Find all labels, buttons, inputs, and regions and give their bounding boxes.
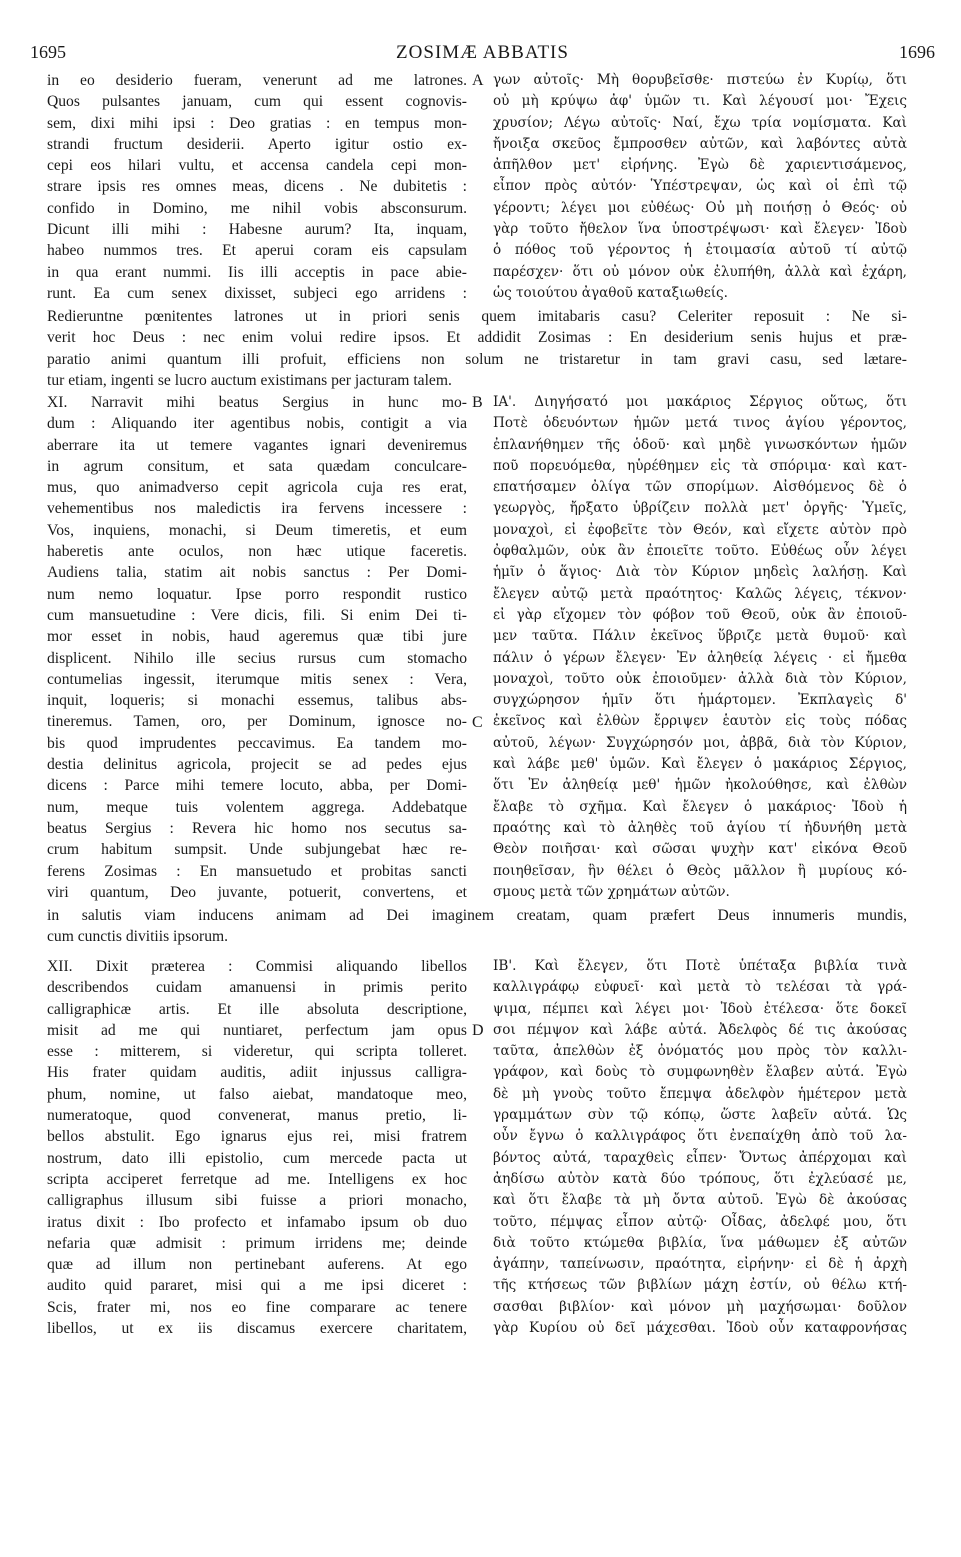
text-line: Quos pulsantes januam, cum qui essent cognovis- bbox=[47, 93, 467, 111]
text-line: paratio animi quantum illi profuit, efficiens non solum ne tristaretur in tam gravi casu, sed lætare- bbox=[47, 350, 907, 368]
text-line: in qua erant nummi. Iis illi acceptis in pace abie- bbox=[47, 263, 467, 281]
text-line: ἀπῆλθον μετ' εἰρήνης. Ἐγὼ δὲ χαριεντισάμενος, bbox=[493, 157, 907, 174]
text-line: sem, dixi mihi ipsi : Deo gratias : en tempus mon- bbox=[47, 114, 467, 132]
text-line: γὰρ τοῦτο ἤθελον ἵνα ὑποστρέψωσι· καὶ ἔλεγεν· Ἰδοὺ bbox=[493, 221, 907, 238]
running-title: ZOSIMÆ ABBATIS bbox=[396, 42, 569, 63]
text-line: σμους μετὰ τῶν χρημάτων αὐτῶν. bbox=[493, 883, 730, 900]
text-line: Audiens talia, statim ait nobis sanctus : Per Domi- bbox=[47, 564, 467, 582]
text-line: viri quantum, Deo juvante, potuerit, convertens, et bbox=[47, 883, 467, 901]
margin-marker-c: C bbox=[472, 714, 483, 731]
text-line: γων αὐτοῖς· Μὴ θορυβεῖσθε· πιστεύω ἐν Κυρίῳ, ὅτι bbox=[493, 72, 907, 88]
text-line: γὰρ Κυρίου οὐ δεῖ μάχεσθαι. Ἰδοὺ οὖν καταφρονήσας bbox=[493, 1320, 907, 1337]
text-line: ἔλεγεν αὐτῷ μετὰ πραότητος· Καλῶς λέγεις, τέκνον· bbox=[493, 585, 907, 602]
text-line: cepi eos hilari vultu, et accensa candela cepi mon- bbox=[47, 157, 467, 175]
text-line: verit hoc Deus : nec enim volui redire ipsos. Et addidit Zosimas : En desiderium senis hujus et præ- bbox=[47, 329, 907, 347]
greek-column-block-1 bbox=[493, 70, 907, 304]
text-line: aberrare ita ut temere vagantes ignari deveniremus bbox=[47, 436, 467, 454]
text-line: bellos abstulit. Ego ignarus ejus rei, misi fratrem bbox=[47, 1128, 467, 1146]
text-line: iratus dixit : Ibo profecto et infamabo ipsum ob duo bbox=[47, 1213, 467, 1231]
text-line: Scis, frater mi, nos eo fine comparare ac tenere bbox=[47, 1298, 467, 1316]
text-line: mor esset in nobis, haud ageremus quæ tibi jure bbox=[47, 628, 467, 646]
margin-marker-d: D bbox=[472, 1022, 484, 1039]
greek-column-block-2 bbox=[493, 392, 907, 903]
text-line: dum : Aliquando iter agentibus nobis, contigit a via bbox=[47, 415, 467, 433]
text-line: Dicunt illi mihi : Habesne aurum? Ita, inquam, bbox=[47, 221, 467, 239]
text-line: ὅτι Ἐν ἀληθείᾳ μεθ' ἡμῶν ἠκολούθησε, καὶ ἐλθὼν bbox=[493, 777, 907, 794]
text-line: ΙΒ'. Καὶ ἔλεγεν, ὅτι Ποτὲ ὑπέταξα βιβλία τινὰ bbox=[493, 958, 907, 974]
running-header bbox=[30, 42, 935, 68]
text-line: ὀφθαλμῶν, οὐκ ἂν ἐποιεῖτε τοῦτο. Εὐθέως οὖν λέγει bbox=[493, 543, 907, 560]
text-line: quæ ad illum non pertinebant auferens. At ego bbox=[47, 1256, 467, 1274]
text-line: His frater quidam auditis, adiit injussus calligra- bbox=[47, 1064, 467, 1082]
text-line: ἐπλανήθημεν τῆς ὁδοῦ· καὶ μηδὲ γινωσκόντων ἡμῶν bbox=[493, 436, 907, 453]
text-line: ψιμα, πέμπει καὶ λέγει μοι· Ἰδοὺ ἐτέλεσα· ὅτε δοκεῖ bbox=[493, 1000, 907, 1017]
text-line: XII. Dixit præterea : Commisi aliquando libellos bbox=[47, 958, 467, 975]
text-line: γράφον, καὶ δοὺς τὸ συμφωνηθὲν ἔλαβεν αὐτά. Ἐγὼ bbox=[493, 1064, 907, 1081]
text-line: XI. Narravit mihi beatus Sergius in hunc mo- bbox=[47, 394, 467, 411]
text-line: οὐ μὴ κρύψω ἀφ' ὑμῶν τι. Καὶ λέγουσί μοι· Ἔχεις bbox=[493, 93, 907, 110]
text-line: μεν ταῦτα. Πάλιν ἐκεῖνος ὕβριζε μετὰ θυμοῦ· καὶ bbox=[493, 628, 907, 645]
text-line: haberetis ante oculos, non hæc utique faceretis. bbox=[47, 543, 467, 561]
text-line: ἔλαβε τὸ σχῆμα. Καὶ ἔλεγεν ὁ μακάριος· Ἰδοὺ ἡ bbox=[493, 798, 907, 815]
text-line: ποῦ πορευόμεθα, ηὑρέθημεν εἰς τὰ σπόριμα· καὶ κατ- bbox=[493, 457, 907, 474]
text-line: μοναχοὶ, εἰ ἐφοβεῖτε τὸν Θεόν, καὶ εἴχετε αὐτὸν πρὸ bbox=[493, 521, 907, 538]
text-line: in salutis viam inducens animam ad Dei imaginem creatam, quam præfert Deus innumeris mundis, bbox=[47, 907, 907, 924]
text-line: μοναχοὶ, τοῦτο οὐκ ἐποιοῦμεν· ἀλλὰ διὰ τὸν Κύριον, bbox=[493, 670, 907, 687]
text-line: nostrum, dato illi epistolio, cum mercede pacta ut bbox=[47, 1149, 467, 1167]
text-line: tineremus. Tamen, oro, per Dominum, ignosce no- bbox=[47, 713, 467, 731]
text-line: dicens : Parce mihi temere locuto, abba, per Domi- bbox=[47, 777, 467, 795]
text-line: αὐτοῦ, λέγων· Συγχώρησόν μοι, ἀββᾶ, διὰ τὸν Κύριον, bbox=[493, 734, 907, 751]
text-line: Vos, inquiens, monachi, si Deum timeretis, et eum bbox=[47, 521, 467, 539]
text-line: in eo desiderio fueram, venerunt ad me latrones. bbox=[47, 72, 467, 89]
text-line: επατήσαμεν ὀλίγα τῶν σπορίμων. Αἰσθόμενος δὲ ὁ bbox=[493, 479, 907, 496]
text-line: scripta acciperet ferretque ad me. Intelligens ex hoc bbox=[47, 1170, 467, 1188]
text-line: ὡς τοιούτου ἀγαθοῦ καταξιωθείς. bbox=[493, 284, 728, 301]
text-line: num, meque tuis volentem aggrega. Addebatque bbox=[47, 798, 467, 816]
text-line: Ποτὲ ὁδευόντων ἡμῶν μετά τινος ἁγίου γέροντος, bbox=[493, 415, 907, 432]
text-line: misit ad me qui nuntiaret, perfectum jam opus bbox=[47, 1021, 467, 1039]
text-line: καὶ λάβε μεθ' ὑμῶν. Καὶ ἔλεγεν ὁ μακάριος Σέργιος, bbox=[493, 756, 907, 773]
text-line: libellos, ut ex iis discamus exercere charitatem, bbox=[47, 1320, 467, 1338]
text-line: calligraphicæ artis. Et ille absoluta descriptione, bbox=[47, 1000, 467, 1018]
text-line: beatus Sergius : Revera hic homo nos secutus sa- bbox=[47, 819, 467, 837]
margin-marker-a: A bbox=[472, 72, 484, 89]
text-line: εἶπον πρὸς αὐτόν· Ὑπέστρεψαν, ὡς καὶ οἱ ἐπὶ τῷ bbox=[493, 178, 907, 195]
text-line: phum, nomine, ut falso aiebat, mandatoque meo, bbox=[47, 1085, 467, 1103]
text-line: calligraphus illusum sibi fuisse a priori monacho, bbox=[47, 1192, 467, 1210]
text-line: strare ipsis res omnes meas, dicens . Ne dubitetis : bbox=[47, 178, 467, 196]
text-line: ὁ πόθος τοῦ γέροντος ἡ ἑτοιμασία αὐτοῦ τί αὐτῷ bbox=[493, 242, 907, 259]
text-line: γέροντι; λέγει μοι εὐθέως· Οὐ μὴ ποιήσῃ ὁ Θεός· οὐ bbox=[493, 199, 907, 216]
text-line: contumelias ingessit, iterumque mitis senex : Vera, bbox=[47, 670, 467, 688]
text-line: γραμμάτων σὺν τῷ κόπῳ, ὥστε λαβεῖν αὐτά. Ὡς bbox=[493, 1107, 907, 1124]
text-line: καὶ ὅτι ἔλαβε τὰ μὴ ὄντα αὐτοῦ. Ἐγὼ δὲ ἀκούσας bbox=[493, 1192, 907, 1209]
text-line: τῆς κτήσεως τῶν βιβλίων μάχη ἐστίν, οὐ θέλω κτή- bbox=[493, 1277, 907, 1294]
greek-column-block-3 bbox=[493, 956, 907, 1339]
text-line: audito quid pararet, misi qui a me ipsi diceret : bbox=[47, 1277, 467, 1295]
text-line: πραότης καὶ τὸ ἀληθὲς τοῦ ἁγίου τί ἠδυνήθη μετὰ bbox=[493, 819, 907, 836]
text-line: ταῦτα, ἀπελθὼν ἐξ ὀνόματός μου πρὸς τὸν καλλι- bbox=[493, 1043, 907, 1060]
text-line: in agrum consitum, et sata quædam conculcare- bbox=[47, 457, 467, 475]
text-line: cum mansuetudine : Vere dicis, fili. Si enim Dei ti- bbox=[47, 606, 467, 624]
full-width-paragraph-1 bbox=[47, 306, 907, 391]
text-line: cum cunctis divitiis ipsorum. bbox=[47, 928, 229, 946]
text-line: ΙΑ'. Διηγήσατό μοι μακάριος Σέργιος οὕτως, ὅτι bbox=[493, 394, 907, 410]
text-line: Redieruntne pœnitentes latrones ut in priori senis quem imitabaris casu? Celeriter reposuit : Ne si- bbox=[47, 308, 907, 325]
text-line: διὰ τοῦτο κτώμεθα βιβλία, ἵνα μάθωμεν ἐξ αὐτῶν bbox=[493, 1234, 907, 1251]
text-line: runt. Ea cum senex dixisset, subjeci ego arridens : bbox=[47, 284, 467, 302]
text-line: inquit, loqueris; si monachi essemus, talibus abs- bbox=[47, 692, 467, 710]
text-line: confido in Domino, me nihil vobis absconsurum. bbox=[47, 199, 467, 217]
latin-column-block-3 bbox=[47, 956, 467, 1339]
text-line: εἰ γὰρ εἴχομεν τὸν φόβον τοῦ Θεοῦ, οὐκ ἂν ἐποιοῦ- bbox=[493, 606, 907, 623]
margin-marker-b: B bbox=[472, 394, 483, 411]
text-line: esse : mitterem, si videretur, qui scripta tolleret. bbox=[47, 1043, 467, 1061]
text-line: ἡμῖν ὁ ἅγιος· Διὰ τὸν Κύριον μηδεὶς λαλήσῃ. Καὶ bbox=[493, 564, 907, 581]
text-line: destia delinitus agricola, projecit se ad pedes ejus bbox=[47, 756, 467, 774]
text-line: num nemo loquatur. Ipse porro respondit rustico bbox=[47, 585, 467, 603]
text-line: ἀγάπην, ταπείνωσιν, πραότητα, εἰρήνην· εἰ δὲ ἡ ἀρχὴ bbox=[493, 1256, 907, 1273]
text-line: παρέσχεν· ὅτι οὐ μόνον οὐκ ἐλυπήθη, ἀλλὰ καὶ ἐχάρη, bbox=[493, 263, 907, 280]
text-line: ἐκεῖνος καὶ ἐλθὼν ἔρριψεν ἑαυτὸν εἰς τοὺς πόδας bbox=[493, 713, 907, 730]
text-line: τοῦτο, πέμψας εἶπον αὐτῷ· Οἶδας, ἀδελφέ μου, ὅτι bbox=[493, 1213, 907, 1230]
text-line: nefaria quæ admisit : primum irridens me; deinde bbox=[47, 1234, 467, 1252]
latin-column-block-2 bbox=[47, 392, 467, 903]
text-line: ἤνοιξα σκεῦος ἔμπροσθεν αὐτῶν, καὶ λαβόντες αὐτὰ bbox=[493, 135, 907, 152]
text-line: bis quod imprudentes peccavimus. Ea tandem mo- bbox=[47, 734, 467, 752]
text-line: crum habitum sumpsit. Unde subjungebat hæc re- bbox=[47, 841, 467, 859]
text-line: δὲ μὴ γνοὺς τοῦτο ἔπεμψα ἀδελφὸν ἡμέτερον μετὰ bbox=[493, 1085, 907, 1102]
text-line: οὖν ἔγνω ὁ καλλιγράφος ὅτι ἐνεπαίχθη ἀπὸ τοῦ λα- bbox=[493, 1128, 907, 1145]
full-width-paragraph-2 bbox=[47, 905, 907, 948]
text-line: καλλιγράφῳ εὐφυεῖ· καὶ μετὰ τὸ τελέσαι τὰ γρά- bbox=[493, 979, 907, 996]
text-line: σασθαι βιβλίον· καὶ μόνον μὴ μαχήσωμαι· δοῦλον bbox=[493, 1298, 907, 1315]
text-line: ἀηδίσω αὐτὸν κατὰ δύο τρόπους, ὅτι ἐχλεύασέ με, bbox=[493, 1170, 907, 1187]
text-line: ποιηθεῖσαν, ἣν θέλει ὁ Θεὸς μᾶλλον ἢ μυρίους κό- bbox=[493, 862, 907, 879]
text-line: describendos cuidam amanuensi in primis perito bbox=[47, 979, 467, 997]
text-line: πάλιν ὁ γέρων ἔλεγεν· Ἐν ἀληθείᾳ λέγεις · εἰ ἤμεθα bbox=[493, 649, 907, 666]
text-line: habeo nummos tres. Et aperui coram eis capsulam bbox=[47, 242, 467, 260]
text-line: γεωργὸς, ἤρξατο ὑβρίζειν πολλὰ μετ' ὀργῆς· Ὑμεῖς, bbox=[493, 500, 907, 517]
left-column-number: 1695 bbox=[30, 42, 66, 62]
text-line: ferens Zosimas : En mansuetudo et probitas sancti bbox=[47, 862, 467, 880]
text-line: mus, quo animadverso cepit agricola cuja res erat, bbox=[47, 479, 467, 497]
latin-column-block-1 bbox=[47, 70, 467, 304]
text-line: vehementibus nos maledictis ira fervens incessere : bbox=[47, 500, 467, 518]
right-column-number: 1696 bbox=[899, 42, 935, 62]
text-line: tur etiam, ingenti se lucro auctum existimans per jacturam talem. bbox=[47, 371, 452, 389]
text-line: displicent. Nihilo ille secius rursus cum stomacho bbox=[47, 649, 467, 667]
text-line: σοι πέμψον καὶ λάβε αὐτά. Ἀδελφὸς δέ τις ἀκούσας bbox=[493, 1021, 907, 1038]
text-line: Θεὸν ποιῆσαι· καὶ σῶσαι ψυχὴν κατ' εἰκόνα Θεοῦ bbox=[493, 841, 907, 858]
text-line: βόντος αὐτά, ταραχθεὶς εἶπεν· Ὄντως ἀπέρχομαι καὶ bbox=[493, 1149, 907, 1166]
text-line: χρυσίον; Λέγω αὐτοῖς· Ναί, ἔχω τρία νομίσματα. Καὶ bbox=[493, 114, 907, 131]
text-line: συγχώρησον ἡμῖν ὅτι ἡμάρτομεν. Ἐκπλαγεὶς δ' bbox=[493, 692, 907, 709]
text-line: numeratoque, quod convenerat, manus pretio, li- bbox=[47, 1107, 467, 1125]
text-line: strandi fructum desiderii. Aperto igitur ostio ex- bbox=[47, 135, 467, 153]
